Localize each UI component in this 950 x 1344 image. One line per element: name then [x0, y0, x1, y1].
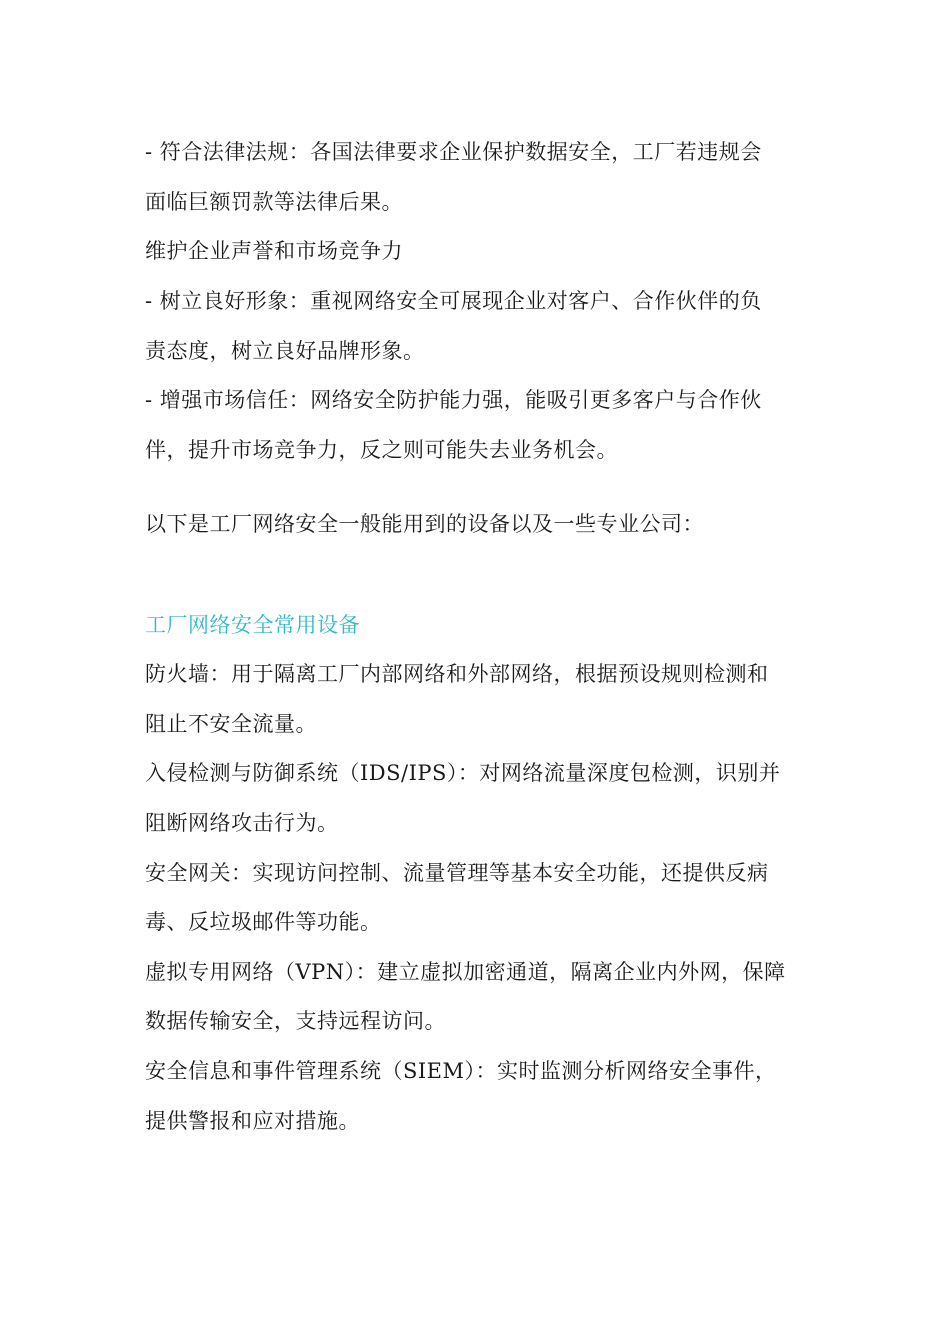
paragraph-line: 安全信息和事件管理系统（SIEM）：实时监测分析网络安全事件， [145, 1059, 777, 1083]
paragraph-line: 伴，提升市场竞争力，反之则可能失去业务机会。 [145, 438, 618, 462]
paragraph-line: 面临巨额罚款等法律后果。 [145, 190, 403, 214]
paragraph-line: 安全网关：实现访问控制、流量管理等基本安全功能，还提供反病 [145, 861, 769, 885]
paragraph-line: 阻止不安全流量。 [145, 712, 317, 736]
paragraph-line: 虚拟专用网络（VPN）：建立虚拟加密通道，隔离企业内外网，保障 [145, 960, 786, 984]
paragraph-line: 毒、反垃圾邮件等功能。 [145, 910, 382, 934]
intro-line: 以下是工厂网络安全一般能用到的设备以及一些专业公司： [145, 512, 704, 536]
paragraph-line: 责态度，树立良好品牌形象。 [145, 339, 425, 363]
section-subtitle: 维护企业声誉和市场竞争力 [145, 239, 403, 263]
paragraph-line: - 符合法律法规：各国法律要求企业保护数据安全，工厂若违规会 [145, 140, 762, 164]
paragraph-line: 入侵检测与防御系统（IDS/IPS）：对网络流量深度包检测，识别并 [145, 761, 781, 785]
section-heading: 工厂网络安全常用设备 [145, 613, 360, 637]
paragraph-line: - 树立良好形象：重视网络安全可展现企业对客户、合作伙伴的负 [145, 289, 762, 313]
paragraph-line: 阻断网络攻击行为。 [145, 811, 339, 835]
paragraph-line: 数据传输安全，支持远程访问。 [145, 1009, 446, 1033]
paragraph-line: 提供警报和应对措施。 [145, 1109, 360, 1133]
paragraph-line: - 增强市场信任：网络安全防护能力强，能吸引更多客户与合作伙 [145, 388, 762, 412]
paragraph-line: 防火墙：用于隔离工厂内部网络和外部网络，根据预设规则检测和 [145, 662, 769, 686]
